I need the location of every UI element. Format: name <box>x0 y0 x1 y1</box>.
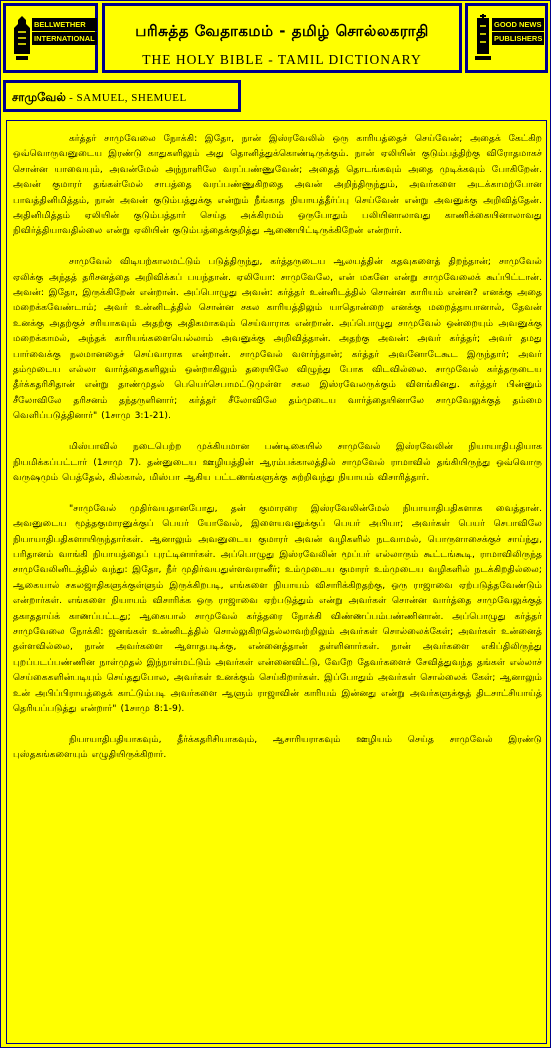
bellwether-logo[interactable] <box>3 3 98 73</box>
book-logo-icon <box>474 14 492 62</box>
paragraph: "சாமுவேல் முதிர்வயதானபோது, தன் குமாரரை இஸ்ரவேலின்மேல் நியாயாதிபதிகளாக வைத்தான். அவனுடைய மூத்தகுமாரனுக்குப் பெயர் யோவேல், இளையவனுக்குப் பெயர் அபியா; அவர்கள் பெயர் செபாவிலே நியாயாதிபதிகளாயிருந்தார்கள். ஆனாலும் அவனுடைய குமாரர் அவன் வழிகளில் நடவாமல், பொருளாசைக்குச் சாய்ந்து, பரிதானம் வாங்கி நியாயத்தைப் புரட்டினார்கள். அப்பொழுது இஸ்ரவேலின் மூப்பர் எல்லாரும் கூட்டங்கூடி, ராமாவிலிருந்த சாமுவேலினிடத்தில் வந்து: இதோ, நீர் முதிர்வயதுள்ளவரானீர்; உம்முடைய குமாரர் உம்முடைய வழிகளில் நடக்கிறதில்லை; ஆகையால் சகலஜாதிகளுக்குள்ளும் இருக்கிறபடி, எங்களை நியாயம் விசாரிக்கிறதற்கு, ஒரு ராஜாவை ஏற்படுத்தவேண்டும் என்றார்கள். எங்களை நியாயம் விசாரிக்க ஒரு ராஜாவை ஏற்படுத்தும் என்று அவர்கள் சொன்ன வார்த்தை சாமுவேலுக்குத் தகாததாய்க் காணப்பட்டது; ஆகையால் சாமுவேல் கர்த்தரை நோக்கி விண்ணப்பம்பண்ணினான். அப்பொழுது கர்த்தர் சாமுவேலை நோக்கி: ஜனங்கள் உன்னிடத்தில் சொல்லுகிறதெல்லாவற்றிலும் அவர்கள் சொல்லைக்கேள்; அவர்கள் உன்னைத் தள்ளவில்லை, நான் அவர்களை ஆளாதபடிக்கு, என்னைத்தான் தள்ளினார்கள். நான் அவர்களை எகிப்திலிருந்து புறப்படப்பண்ணின நாள்முதல் இந்நாள்மட்டும் அவர்கள் என்னைவிட்டு, வேறே தேவர்களைச் சேவித்துவந்த தங்கள் எல்லாச் செய்கைகளின்படியும் செய்ததுபோல, அவர்கள் உனக்கும் செய்கிறார்கள். இப்போதும் அவர்கள் சொல்லைக் கேள்; ஆனாலும் உன் அபிப்பிராயத்தைக் காட்டும்படி அவர்களை ஆளும் ராஜாவின் காரியம் இன்னது என்று அவர்களுக்குத் திடசாட்சியாய்த் தெரியப்படுத்து என்றார்" (1சாமு 8:1-9). <box>13 502 542 714</box>
logo-line-2: PUBLISHERS <box>494 34 543 43</box>
paragraph: சாமுவேல் விடியற்காலமட்டும் படுத்திருந்து, கர்த்தருடைய ஆலயத்தின் கதவுகளைத் திறந்தான்; சாமுவேல் ஏலிக்கு அந்தத் தரிசனத்தை அறிவிக்கப் பயந்தான். ஏலியோ: சாமுவேலே, என் மகனே என்று சாமுவேலைக் கூப்பிட்டான். அவன்: இதோ, இருக்கிறேன் என்றான். அப்பொழுது அவன்: கர்த்தர் உன்னிடத்தில் சொன்ன காரியம் என்ன? எனக்கு அதை மறைக்கவேண்டாம்; அவர் உன்னிடத்தில் சொன்ன சகல காரியத்திலும் யாதொன்றை எனக்கு மறைத்தாயானால், தேவன் உனக்கு அதற்குச் சரியாகவும் அதற்கு அதிகமாகவும் செய்வாராக என்றான். அப்பொழுது சாமுவேல் ஒன்றையும் அவனுக்கு மறைக்காமல், அந்தக் காரியங்களையெல்லாம் அவனுக்கு அறிவித்தான். அதற்கு அவன்: அவர் கர்த்தர்; அவர் தமது பார்வைக்கு நலமானதைச் செய்வாராக என்றான். சாமுவேல் வளர்ந்தான்; கர்த்தர் அவனோடேகூட இருந்தார்; அவர் தம்முடைய எல்லா வார்த்தைகளிலும் ஒன்றாகிலும் தரையிலே விழுந்து போக விடவில்லை. சாமுவேல் கர்த்தருடைய தீர்க்கதரிசிதான் என்று தாண்முதல் பெயெர்செபாமட்டுமுள்ள சகல இஸ்ரவேலருக்கும் விளங்கினது. கர்த்தர் பின்னும் சீலோவிலே தரிசனம் தந்தருளினார்; கர்த்தர் சீலோவிலே தம்முடைய வார்த்தையினாலே சாமுவேலுக்குத் தம்மை வெளிப்படுத்தினார்" (1சாமு 3:1-21). <box>13 256 542 422</box>
header <box>3 3 548 77</box>
title-box <box>102 3 462 73</box>
logo-line-2: INTERNATIONAL <box>34 34 95 43</box>
entry-heading <box>3 80 241 112</box>
book-bell-logo-icon <box>12 14 32 62</box>
paragraph: நியாயாதிபதியாகவும், தீர்க்கதரிசியாகவும், ஆசாரியராகவும் ஊழியம் செய்த சாமுவேல் இரண்டு புஸ்தகங்களையும் எழுதியிருக்கிறார். <box>13 733 542 761</box>
entry-word-english: - SAMUEL, SHEMUEL <box>65 92 187 104</box>
paragraph: கர்த்தர் சாமுவேலை நோக்கி: இதோ, நான் இஸ்ரவேலில் ஒரு காரியத்தைச் செய்வேன்; அதைக் கேட்கிற ஒவ்வொருவனுடைய இரண்டு காதுகளிலும் அது தொனித்துக்கொண்டிருக்கும். நான் ஏலியின் குடும்பத்திற்கு விரோதமாகச் சொன்ன யாவையும், அவன்மேல் அந்நாளிலே வரப்பண்ணுவேன்; அதைத் தொடங்கவும் அதை முடிக்கவும் போகிறேன். அவன் குமாரர் தங்கள்மேல் சாபத்தை வரப்பண்ணுகிறதை அவன் அறிந்திருந்தும், அவர்களை அடக்காமற்போன பாவத்தினிமித்தம், நான் அவன் குடும்பத்துக்கு என்றும் நீங்காத நியாயத்தீர்ப்பு செய்வேன் என்று அவனுக்கு அறிவித்தேன். அதினிமித்தம் ஏலியின் குடும்பத்தார் செய்த அக்கிரமம் ஒருபோதும் பலியினாலாவது காணிக்கையினாலாவது நிவிர்த்தியாவதில்லை என்று ஏலியின் குடும்பத்தைக்குறித்து ஆணையிட்டிருக்கிறேன் என்றார். <box>13 133 542 237</box>
logo-line-1: GOOD NEWS <box>492 18 544 31</box>
good-news-logo[interactable] <box>465 3 548 73</box>
paragraph: மிஸ்பாவில் நடைபெற்ற முக்கியமான பண்டிகையில் சாமுவேல் இஸ்ரவேலின் நியாயாதிபதியாக நியமிக்கப்பட்டார் (1சாமு 7). தன்னுடைய ஊழியத்தின் ஆரம்பக்காலத்தில் சாமுவேல் ராமாவில் தங்கியிருந்து ஒவ்வொரு வருஷமும் பெத்தேல், கில்கால், மிஸ்பா ஆகிய பட்டணங்களுக்கு சுற்றிவந்து நியாயம் விசாரித்தார். <box>13 441 542 483</box>
entry-word-tamil: சாமுவேல் <box>12 90 66 104</box>
title-english: THE HOLY BIBLE - TAMIL DICTIONARY <box>142 52 422 67</box>
entry-content <box>6 120 547 1044</box>
logo-line-1: BELLWETHER <box>32 18 97 31</box>
title-tamil: பரிசுத்த வேதாகமம் - தமிழ் சொல்லகராதி <box>135 22 429 40</box>
